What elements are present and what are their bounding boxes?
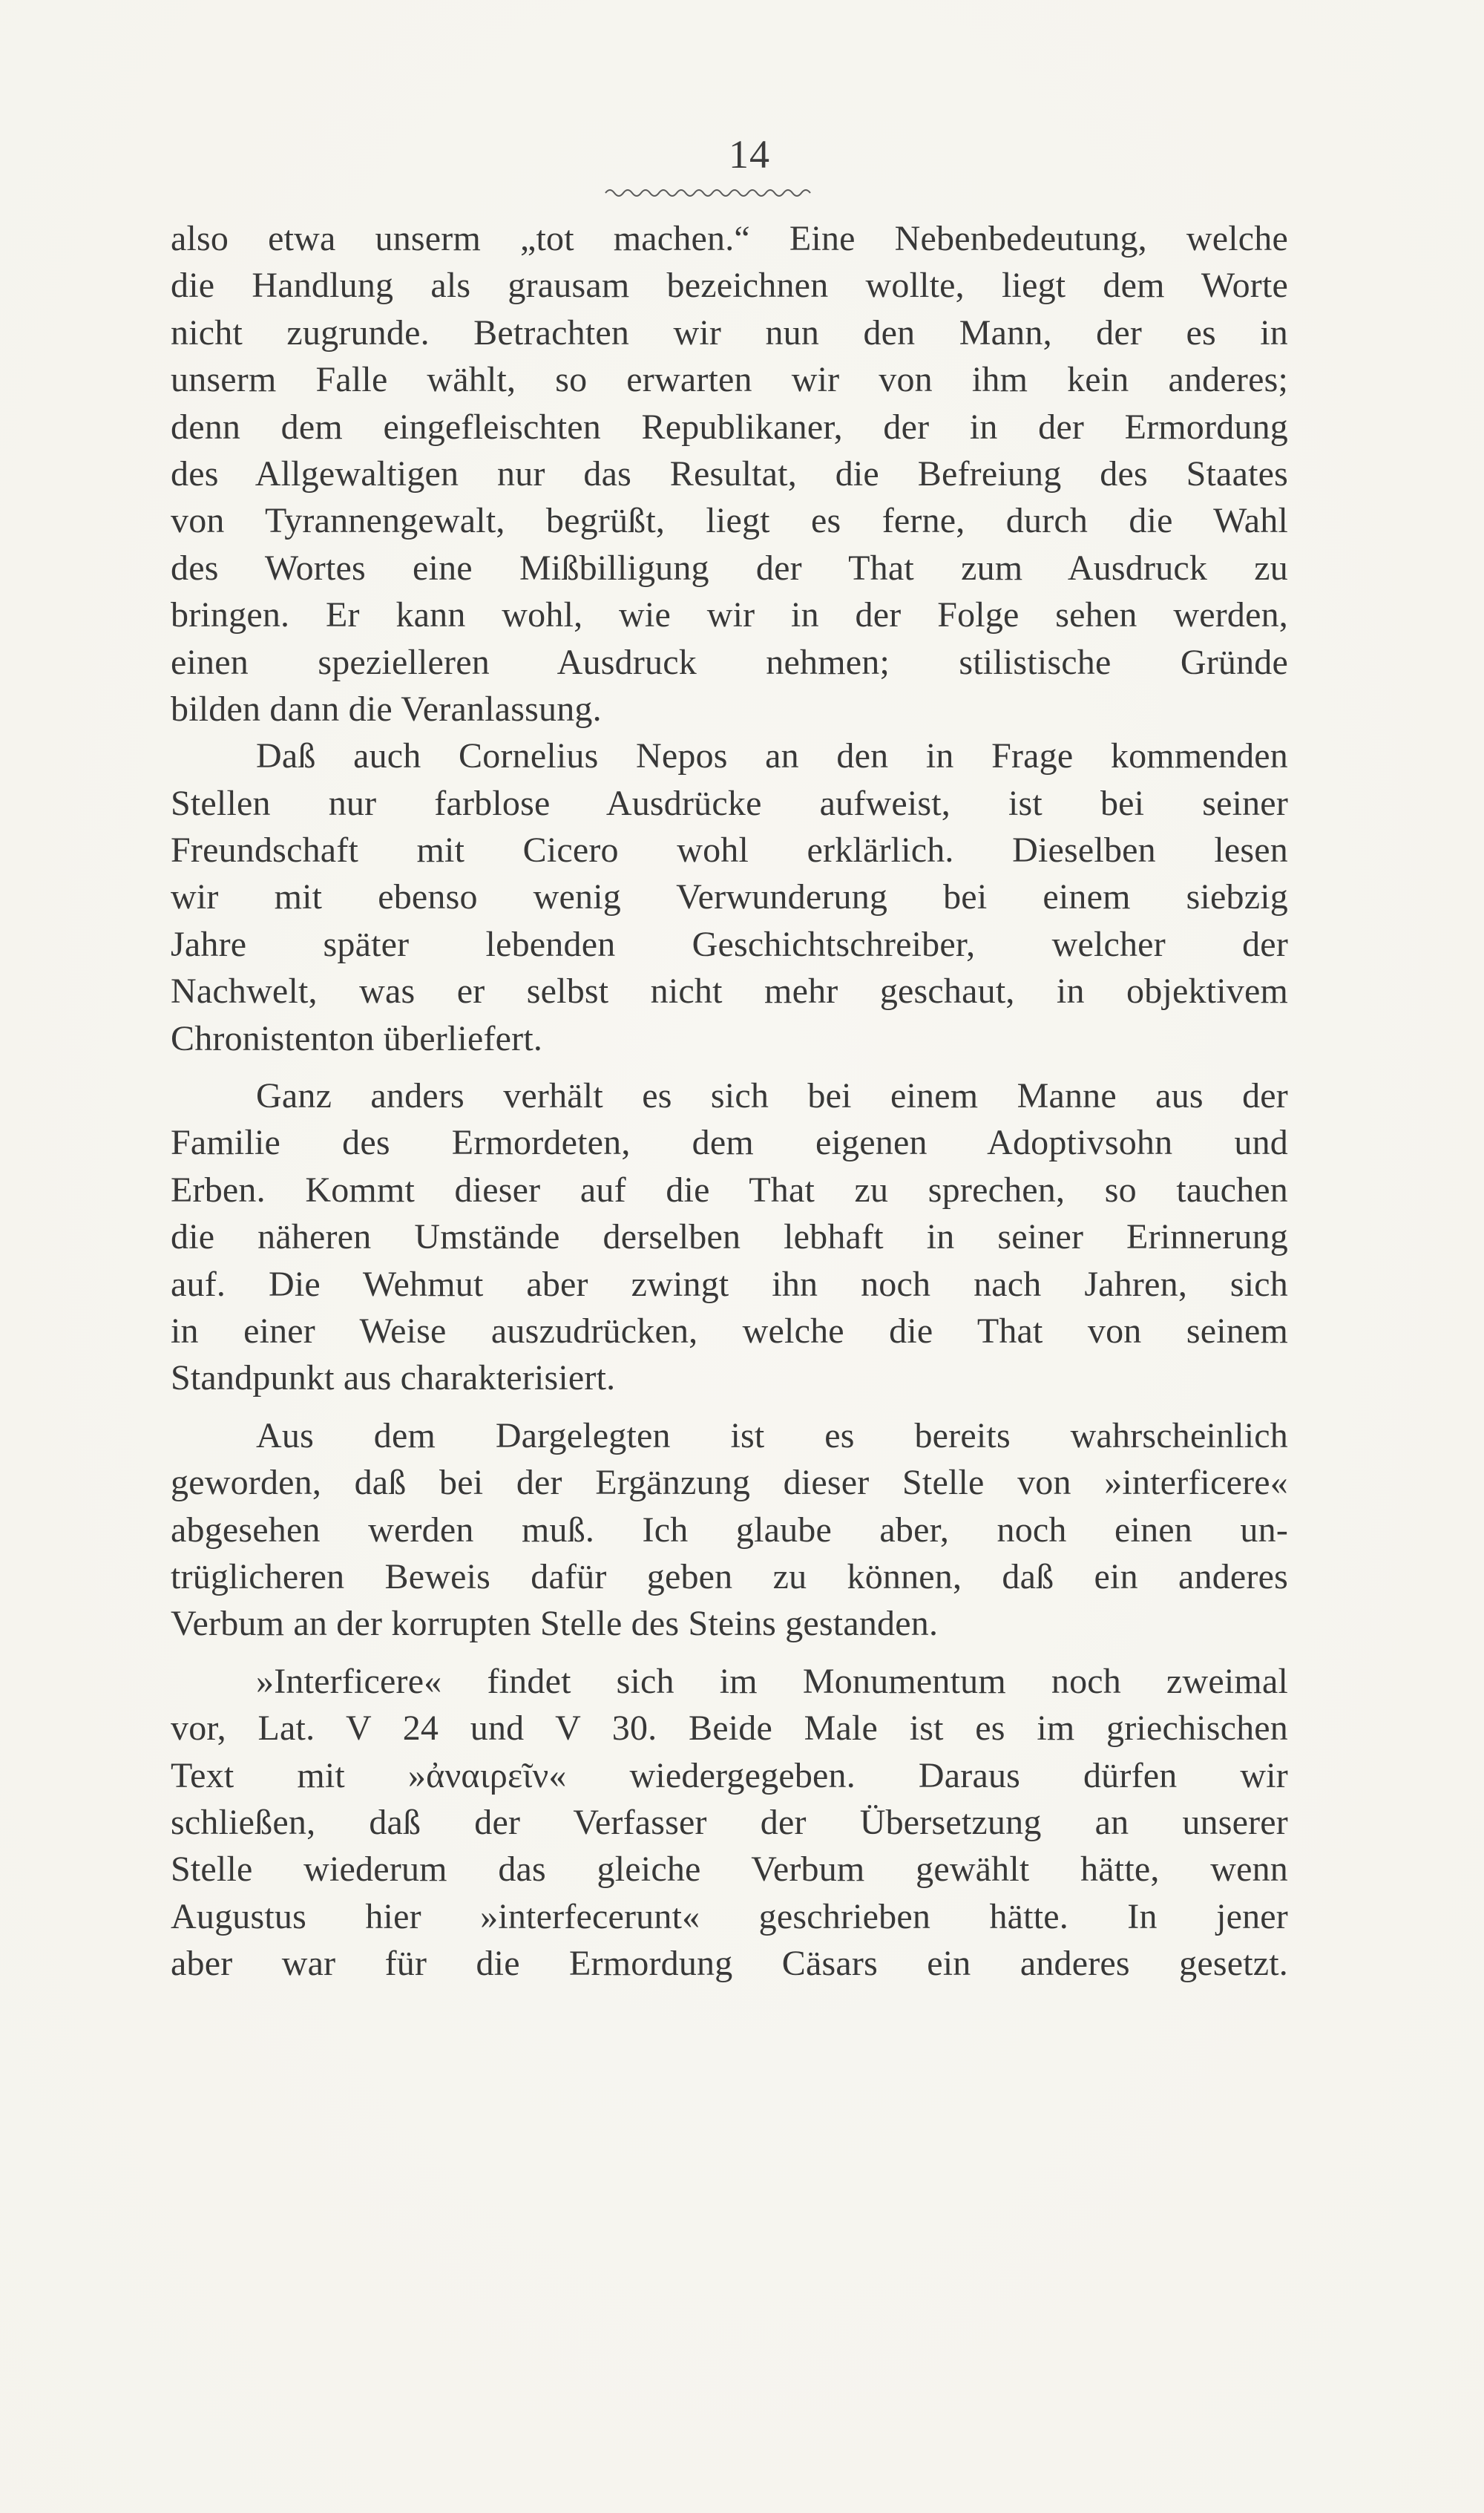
text-line: des Wortes eine Mißbilligung der That zum Ausdruck zu [171, 548, 1288, 588]
text-line: von Tyrannengewalt, begrüßt, liegt es ferne, durch die Wahl [171, 501, 1288, 541]
text-line: einen spezielleren Ausdruck nehmen; stilistische Gründe [171, 642, 1288, 682]
page-number: 14 [729, 132, 770, 177]
text-line: in einer Weise auszudrücken, welche die That von seinem [171, 1311, 1288, 1351]
text-line: nicht zugrunde. Betrachten wir nun den Mann, der es in [171, 312, 1288, 353]
text-line: Daß auch Cornelius Nepos an den in Frage kommenden [256, 736, 1288, 776]
text-line: Erben. Kommt dieser auf die That zu sprechen, so tauchen [171, 1170, 1288, 1210]
text-line: Chronistenton überliefert. [171, 1018, 543, 1058]
text-line: des Allgewaltigen nur das Resultat, die Befreiung des Staates [171, 453, 1288, 494]
text-line: »Interficere« findet sich im Monumentum noch zweimal [256, 1661, 1288, 1701]
text-line: denn dem eingefleischten Republikaner, der in der Ermordung [171, 407, 1288, 447]
text-line: bringen. Er kann wohl, wie wir in der Folge sehen werden, [171, 595, 1288, 635]
text-line: aber war für die Ermordung Cäsars ein anderes gesetzt. [171, 1944, 1288, 1984]
text-line: Aus dem Dargelegten ist es bereits wahrscheinlich [256, 1415, 1288, 1455]
text-line: die näheren Umstände derselben lebhaft in seiner Erinnerung [171, 1217, 1288, 1257]
text-line: Augustus hier »interfecerunt« geschrieben hätte. In jener [171, 1896, 1288, 1936]
text-line: Stelle wiederum das gleiche Verbum gewählt hätte, wenn [171, 1849, 1288, 1890]
text-line: Standpunkt aus charakterisiert. [171, 1358, 616, 1398]
text-line: schließen, daß der Verfasser der Übersetzung an unserer [171, 1802, 1288, 1842]
text-line: Familie des Ermordeten, dem eigenen Adoptivsohn und [171, 1123, 1288, 1163]
decorative-wavy-rule [603, 184, 818, 199]
text-line: unserm Falle wählt, so erwarten wir von ihm kein anderes; [171, 360, 1288, 400]
text-line: Freundschaft mit Cicero wohl erklärlich. Dieselben lesen [171, 830, 1288, 871]
text-line: Stellen nur farblose Ausdrücke aufweist, ist bei seiner [171, 783, 1288, 823]
text-line: trüglicheren Beweis dafür geben zu können, daß ein anderes [171, 1556, 1288, 1596]
text-line: die Handlung als grausam bezeichnen wollte, liegt dem Worte [171, 266, 1288, 306]
text-line: also etwa unserm „tot machen.“ Eine Nebenbedeutung, welche [171, 219, 1288, 258]
text-line: Nachwelt, was er selbst nicht mehr geschaut, in objektivem [171, 972, 1288, 1012]
text-line: auf. Die Wehmut aber zwingt ihn noch nach Jahren, sich [171, 1264, 1288, 1304]
text-line: Verbum an der korrupten Stelle des Steins gestanden. [171, 1604, 939, 1644]
text-line: vor, Lat. V 24 und V 30. Beide Male ist es im griechischen [171, 1708, 1288, 1749]
text-line: Ganz anders verhält es sich bei einem Manne aus der [256, 1076, 1288, 1116]
text-line: Text mit »ἀναιρεῖν« wiedergegeben. Daraus dürfen wir [171, 1755, 1288, 1795]
text-line: geworden, daß bei der Ergänzung dieser Stelle von »interficere« [171, 1463, 1288, 1503]
text-line: wir mit ebenso wenig Verwunderung bei einem siebzig [171, 877, 1288, 917]
body-text [171, 215, 1288, 1987]
text-line: abgesehen werden muß. Ich glaube aber, noch einen un- [171, 1510, 1288, 1550]
text-line: bilden dann die Veranlassung. [171, 689, 602, 729]
text-line: Jahre später lebenden Geschichtschreiber, welcher der [171, 924, 1288, 964]
